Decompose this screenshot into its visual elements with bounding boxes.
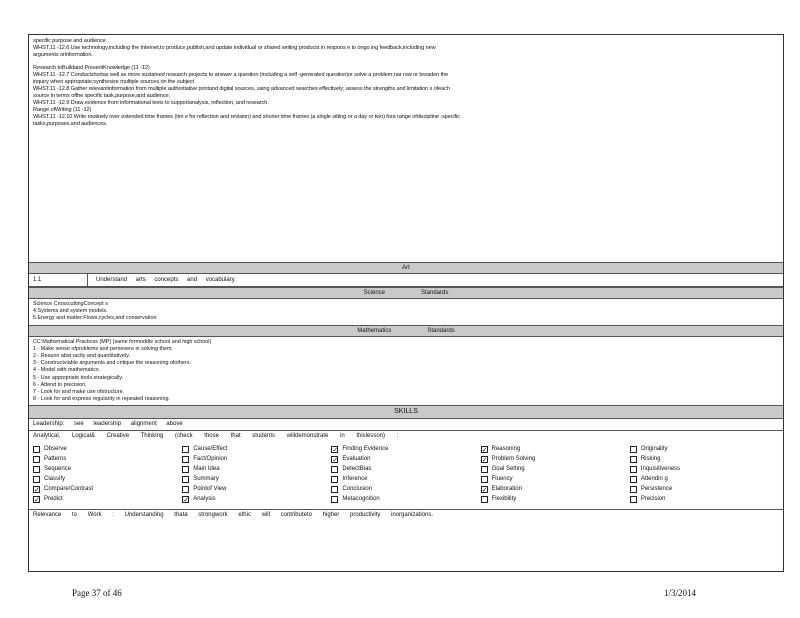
skill-label: Sequence <box>44 466 72 473</box>
checkbox-unchecked[interactable] <box>481 476 488 483</box>
skill-item <box>630 494 779 504</box>
skill-label: Precision <box>640 496 666 503</box>
text-line: 4.Systems and system models. <box>33 308 108 315</box>
skill-item <box>630 464 779 474</box>
skill-label: Fact/Opinion <box>193 456 228 463</box>
checkbox-unchecked[interactable] <box>331 466 338 473</box>
checkbox-unchecked[interactable] <box>182 476 189 483</box>
science-standards <box>29 299 783 325</box>
skill-label: Classify <box>44 476 66 483</box>
checkbox-unchecked[interactable] <box>481 496 488 503</box>
skill-label: Flexibility <box>491 496 517 503</box>
skill-item <box>182 494 331 504</box>
text-line: source in terms ofthe specific task,purpose,and audience; <box>33 93 171 99</box>
skill-label: Persistence <box>640 486 673 493</box>
checkbox-checked[interactable]: ✓ <box>481 456 488 464</box>
skill-column <box>33 444 182 504</box>
text-line: 6 - Attend to precision. <box>33 381 87 388</box>
skill-label: Summary <box>193 476 219 483</box>
text-line: Research toBuildand PresentKnowledge (11 -12) <box>33 65 150 71</box>
checkbox-unchecked[interactable] <box>481 466 488 473</box>
text-line: Range ofWriting (11 -12) <box>33 107 92 113</box>
skill-label: Fluency <box>491 476 513 483</box>
skill-item <box>331 464 480 474</box>
checkbox-checked[interactable]: ✓ <box>481 486 488 494</box>
checkbox-unchecked[interactable] <box>331 496 338 503</box>
art-code: 1.1 <box>29 274 88 286</box>
art-standard-row <box>29 274 783 287</box>
checkbox-unchecked[interactable] <box>630 456 637 463</box>
text-line: inquiry when appropriate;synthesize multiple sources on the subject <box>33 79 194 85</box>
skill-item <box>481 474 630 484</box>
checkbox-checked[interactable]: ✓ <box>34 496 40 504</box>
skill-label: Patterns <box>44 456 67 463</box>
skill-label: Inference <box>342 476 368 483</box>
skill-item <box>630 474 779 484</box>
skill-label: Attendin g <box>640 476 668 483</box>
skill-label: Elaboration <box>491 486 522 493</box>
checkbox-checked[interactable]: ✓ <box>481 446 488 454</box>
text-line: specific purpose and audience. <box>33 38 108 44</box>
page-number: Page 37 of 46 <box>72 588 122 598</box>
analytical-title: Analytical, Logical& Creative Thinking (check those that students willdemonstrate in thislesson) : <box>33 433 399 440</box>
skill-item <box>481 444 630 454</box>
skill-checklist <box>33 444 779 504</box>
skill-column <box>630 444 779 504</box>
art-header: Art <box>29 262 783 274</box>
text-line: WHST.11 -12.9 Draw evidence from informational texts to supportanalysis, reflection, and research. <box>33 100 269 106</box>
skill-column <box>331 444 480 504</box>
skill-item <box>331 474 480 484</box>
skill-label: Metacognition <box>342 496 380 503</box>
skill-item <box>182 484 331 494</box>
leadership-row: Leadership: see leadership alignment above <box>29 419 783 431</box>
skill-item <box>33 464 182 474</box>
checkbox-unchecked[interactable] <box>182 466 189 473</box>
checkbox-unchecked[interactable] <box>33 466 40 473</box>
skill-item <box>182 444 331 454</box>
skill-label: Reasoning <box>491 446 521 453</box>
skill-label: Inquisitiveness <box>640 466 681 473</box>
document-table <box>28 34 784 572</box>
skill-item <box>182 474 331 484</box>
skill-item <box>630 484 779 494</box>
checkbox-unchecked[interactable] <box>182 446 189 453</box>
checkbox-unchecked[interactable] <box>630 496 637 503</box>
skill-item <box>33 454 182 464</box>
text-line: WHST.11 -12.10 Write routinely over extended time frames (tim e for reflection and revision) and shorter time frames (a single sitting or a day or two) fora range ofdiscipline -specific <box>33 114 460 120</box>
skill-label: Pointof View <box>193 486 227 493</box>
skill-item <box>481 464 630 474</box>
checkbox-unchecked[interactable] <box>182 456 189 463</box>
skill-item <box>331 484 480 494</box>
skill-label: Compare/Contrast <box>44 486 94 493</box>
checkbox-unchecked[interactable] <box>630 446 637 453</box>
skill-label: DetectBias <box>342 466 372 473</box>
checkbox-unchecked[interactable] <box>331 486 338 493</box>
science-header: Science Standards <box>29 287 783 299</box>
skill-label: Goal Setting <box>491 466 525 473</box>
analytical-thinking-row <box>29 431 783 510</box>
skill-item <box>481 494 630 504</box>
checkbox-unchecked[interactable] <box>630 466 637 473</box>
skill-item <box>33 444 182 454</box>
text-line: tasks,purposes,and audiences. <box>33 121 108 127</box>
skill-label: Finding Evidence <box>342 446 389 453</box>
text-line: 4 - Model with mathematics. <box>33 367 101 374</box>
checkbox-unchecked[interactable] <box>630 486 637 493</box>
skill-item <box>481 484 630 494</box>
skill-label: Evaluation <box>342 456 371 463</box>
skill-item <box>331 454 480 464</box>
skill-item <box>33 484 182 494</box>
skill-item <box>630 444 779 454</box>
math-header: Mathematics Standards <box>29 325 783 337</box>
skill-item <box>481 454 630 464</box>
skill-column <box>481 444 630 504</box>
skill-label: Analysis <box>193 496 216 503</box>
skill-label: Main Idea <box>193 466 220 473</box>
relevance-row: Relevance to Work : Understanding thata strongwork ethic will contributeto higher productivity inorganizations. <box>33 512 434 519</box>
skill-item <box>182 454 331 464</box>
text-line: 2 - Reason abst ractly and quantitatively. <box>33 353 130 360</box>
skill-item <box>182 464 331 474</box>
page-date: 1/3/2014 <box>664 588 697 598</box>
skill-label: Originality <box>640 446 668 453</box>
writing-standards-section <box>29 35 783 262</box>
checkbox-unchecked[interactable] <box>33 456 40 463</box>
math-practices <box>29 337 783 406</box>
art-text: Understand arts concepts and vocabulary <box>96 277 235 283</box>
text-line: WHST.11 -12.7 Conductshortas well as more sustained research projects to answer a question (including a self -generated question)or solve a problem;nar row or broaden the <box>33 72 449 78</box>
checkbox-unchecked[interactable] <box>33 446 40 453</box>
checkbox-checked[interactable]: ✓ <box>34 486 40 494</box>
text-line: 1 - Make sense ofproblems and persevere in solving them. <box>33 345 173 352</box>
skill-item <box>331 494 480 504</box>
skill-item <box>630 454 779 464</box>
text-line: 5 - Use appropriate tools strategically. <box>33 374 124 381</box>
skill-item <box>33 474 182 484</box>
text-line: 5.Energy and matter:Flows,cycles,and conservation <box>33 315 157 322</box>
skill-column <box>182 444 331 504</box>
skill-label: Problem Solving <box>491 456 536 463</box>
text-line: 3 - Constructviable arguments and critique the reasoning ofothers. <box>33 360 191 367</box>
skill-label: Risking <box>640 456 661 463</box>
checkbox-checked[interactable]: ✓ <box>183 496 190 504</box>
text-line: WHST.11 -12.8 Gather relevantinformation from multiple authoritative printand digital sources, using advanced searches effectively; assess the strengths and limitation s ofeach <box>33 86 450 92</box>
text-line: arguments orinformation. <box>33 52 93 58</box>
text-line: 8 - Look for and express regularity in repeated reasoning. <box>33 396 170 403</box>
checkbox-checked[interactable]: ✓ <box>332 446 339 454</box>
checkbox-unchecked[interactable] <box>630 476 637 483</box>
checkbox-checked[interactable]: ✓ <box>332 456 339 464</box>
text-line: WHST.11 -12.6 Use technology,including the Internet,to produce,publish,and update individual or shared writing products in respons e to ongo ing feedback,including new <box>33 45 436 51</box>
text-line: Science CrosscuttingConcept s <box>33 301 108 307</box>
checkbox-unchecked[interactable] <box>182 486 189 493</box>
text-line: CC:Mathematical Practices (MP) (same formoddle school and high school) <box>33 338 212 345</box>
skills-header: SKILLS <box>29 405 783 419</box>
text-line: 7 - Look for and make use ofstructure. <box>33 389 125 396</box>
skill-label: Predict <box>44 496 63 503</box>
skill-label: Observe <box>44 446 67 453</box>
checkbox-unchecked[interactable] <box>331 476 338 483</box>
skill-label: Conclusion <box>342 486 373 493</box>
checkbox-unchecked[interactable] <box>33 476 40 483</box>
skill-item <box>331 444 480 454</box>
skill-item <box>33 494 182 504</box>
skill-label: Cause/Effect <box>193 446 228 453</box>
